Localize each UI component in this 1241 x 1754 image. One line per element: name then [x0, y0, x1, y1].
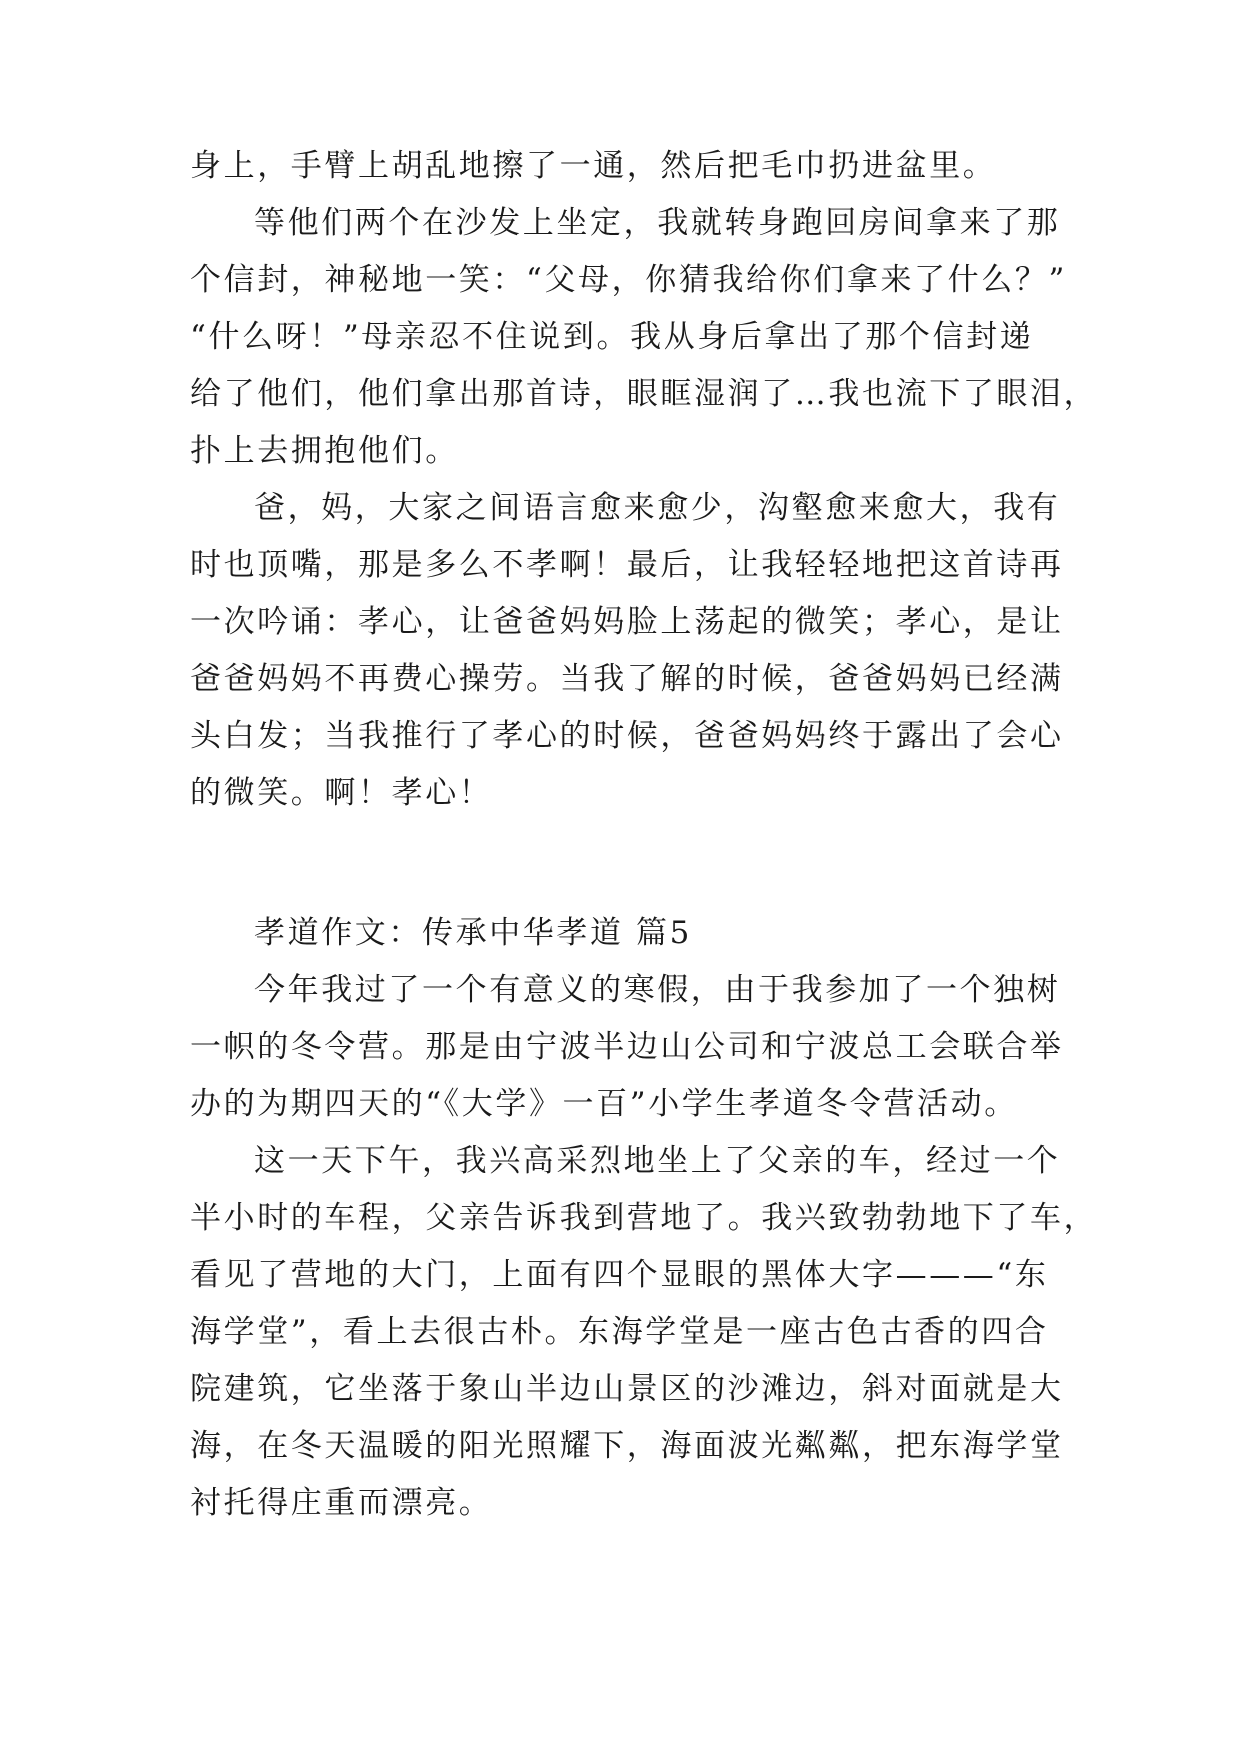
paragraph-line: 爸爸妈妈不再费心操劳。当我了解的时候，爸爸妈妈已经满 — [190, 661, 1064, 697]
paragraph-line: 海，在冬天温暖的阳光照耀下，海面波光粼粼，把东海学堂 — [190, 1428, 1064, 1464]
paragraph-line: 办的为期四天的“《大学》一百”小学生孝道冬令营活动。 — [190, 1086, 1018, 1122]
paragraph-line: 这一天下午，我兴高采烈地坐上了父亲的车，经过一个 — [254, 1143, 1061, 1179]
paragraph-line: 爸，妈，大家之间语言愈来愈少，沟壑愈来愈大，我有 — [254, 490, 1061, 526]
paragraph-line: 时也顶嘴，那是多么不孝啊！最后，让我轻轻地把这首诗再 — [190, 547, 1064, 583]
paragraph-line: 身上，手臂上胡乱地擦了一通，然后把毛巾扔进盆里。 — [190, 148, 997, 184]
paragraph-line: 衬托得庄重而漂亮。 — [190, 1485, 493, 1521]
paragraph-line: 等他们两个在沙发上坐定，我就转身跑回房间拿来了那 — [254, 205, 1061, 241]
section-heading: 孝道作文：传承中华孝道 篇5 — [254, 915, 692, 951]
paragraph-line: 扑上去拥抱他们。 — [190, 433, 459, 469]
paragraph-line: 今年我过了一个有意义的寒假，由于我参加了一个独树 — [254, 972, 1061, 1008]
paragraph-line: 半小时的车程，父亲告诉我到营地了。我兴致勃勃地下了车， — [190, 1200, 1098, 1236]
paragraph-line: 看见了营地的大门，上面有四个显眼的黑体大字———“东 — [190, 1257, 1049, 1293]
paragraph-line: 院建筑，它坐落于象山半边山景区的沙滩边，斜对面就是大 — [190, 1371, 1064, 1407]
paragraph-line: 一次吟诵：孝心，让爸爸妈妈脸上荡起的微笑；孝心，是让 — [190, 604, 1064, 640]
paragraph-line: 一帜的冬令营。那是由宁波半边山公司和宁波总工会联合举 — [190, 1029, 1064, 1065]
paragraph-line: 头白发；当我推行了孝心的时候，爸爸妈妈终于露出了会心 — [190, 718, 1064, 754]
paragraph-line: 海学堂”，看上去很古朴。东海学堂是一座古色古香的四合 — [190, 1314, 1049, 1350]
paragraph-line: “什么呀！”母亲忍不住说到。我从身后拿出了那个信封递 — [190, 319, 1034, 355]
paragraph-line: 个信封，神秘地一笑：“父母，你猜我给你们拿来了什么？” — [190, 262, 1067, 298]
paragraph-line: 的微笑。啊！孝心！ — [190, 775, 493, 811]
paragraph-line: 给了他们，他们拿出那首诗，眼眶湿润了…我也流下了眼泪， — [190, 376, 1098, 412]
